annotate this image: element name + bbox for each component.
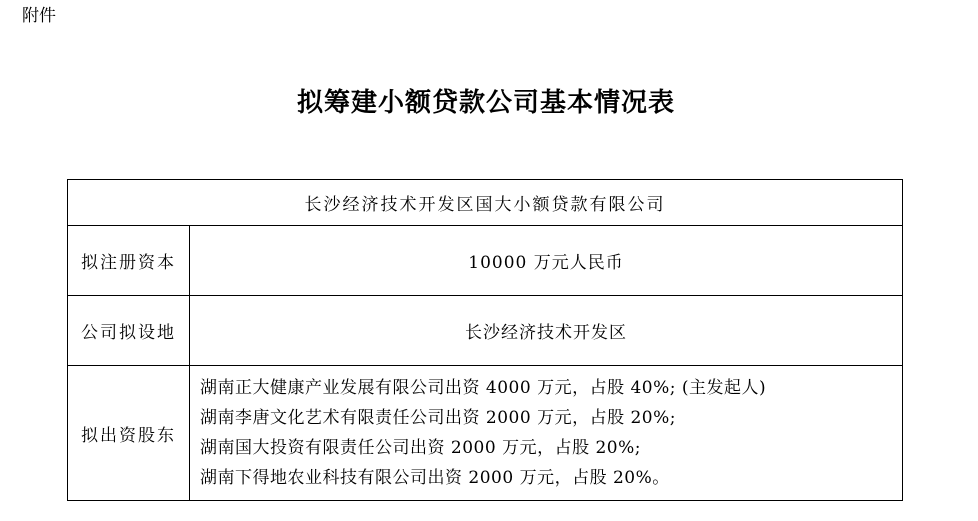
registered-capital-label: 拟注册资本 (68, 226, 190, 296)
shareholders-row (68, 366, 903, 501)
registered-capital-value: 10000 万元人民币 (190, 226, 903, 296)
location-row (68, 296, 903, 366)
shareholders-list (190, 366, 903, 501)
document-title: 拟筹建小额贷款公司基本情况表 (296, 88, 675, 118)
location-label: 公司拟设地 (68, 296, 190, 366)
attachment-label: 附件 (22, 6, 56, 26)
shareholders-label: 拟出资股东 (68, 366, 190, 501)
company-name: 长沙经济技术开发区国大小额贷款有限公司 (68, 180, 903, 226)
company-name-row (68, 180, 903, 226)
shareholder-line: 湖南下得地农业科技有限公司出资 2000 万元，占股 20%。 (200, 468, 670, 488)
shareholder-line: 湖南国大投资有限责任公司出资 2000 万元，占股 20%; (200, 438, 641, 458)
shareholder-line: 湖南正大健康产业发展有限公司出资 4000 万元，占股 40%; (主发起人) (200, 378, 767, 398)
registered-capital-row (68, 226, 903, 296)
company-info-table (67, 179, 903, 501)
location-value: 长沙经济技术开发区 (190, 296, 903, 366)
shareholder-line: 湖南李唐文化艺术有限责任公司出资 2000 万元，占股 20%; (200, 408, 676, 428)
